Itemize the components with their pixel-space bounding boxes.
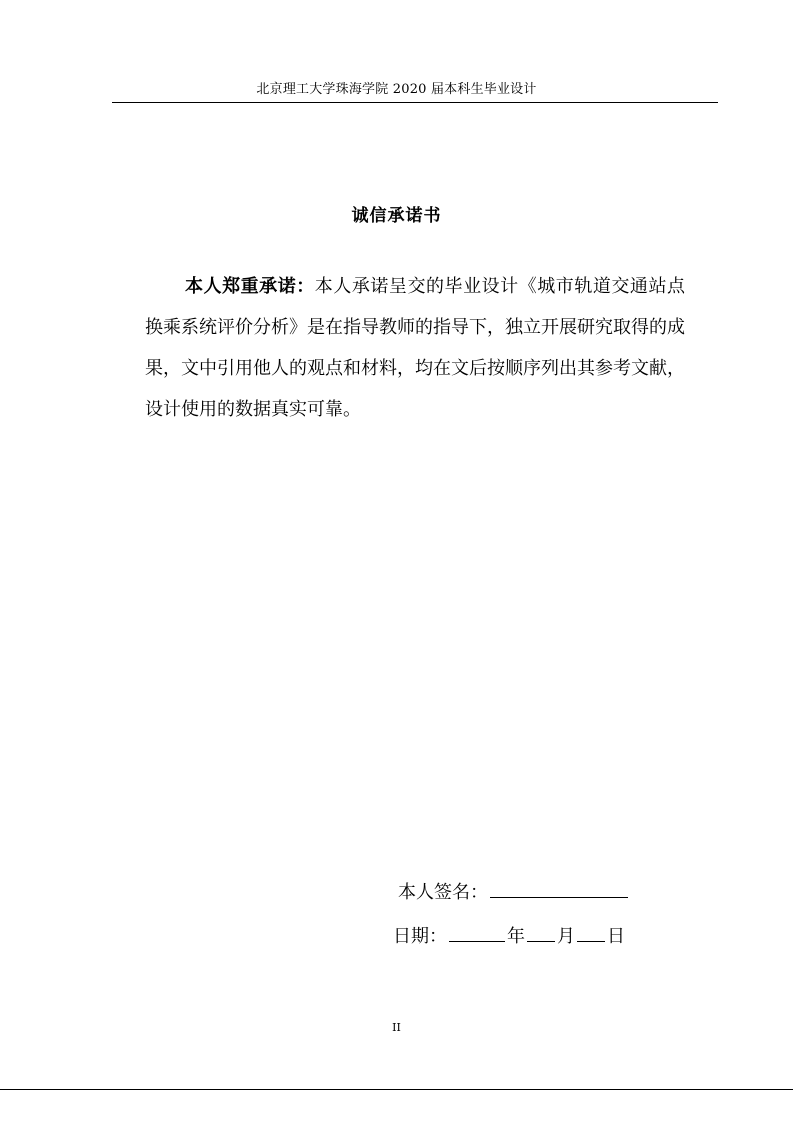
header-text: 北京理工大学珠海学院 2020 届本科生毕业设计: [256, 82, 537, 97]
year-label: 年: [507, 926, 525, 947]
pledge-body: 本人承诺呈交的毕业设计《城市轨道交通站点换乘系统评价分析》是在指导教师的指导下，独立开展研究取得的成果，文中引用他人的观点和材料，均在文后按顺序列出其参考文献，设计使用的数据真实可靠。: [145, 276, 686, 420]
page-bottom-divider: [0, 1089, 793, 1090]
signature-row: [398, 878, 630, 904]
header-divider: [112, 102, 718, 103]
signature-blank: [490, 879, 628, 898]
month-blank: [527, 923, 555, 942]
page-number: II: [392, 1021, 401, 1034]
page-title: 诚信承诺书: [351, 206, 442, 226]
date-label: 日期：: [393, 926, 447, 947]
day-label: 日: [607, 926, 625, 947]
pledge-lead: 本人郑重承诺：: [185, 276, 315, 297]
date-row: [393, 922, 625, 948]
year-blank: [449, 923, 505, 942]
day-blank: [577, 923, 605, 942]
month-label: 月: [557, 926, 575, 947]
pledge-paragraph: [145, 266, 685, 430]
signature-label: 本人签名：: [398, 882, 488, 903]
